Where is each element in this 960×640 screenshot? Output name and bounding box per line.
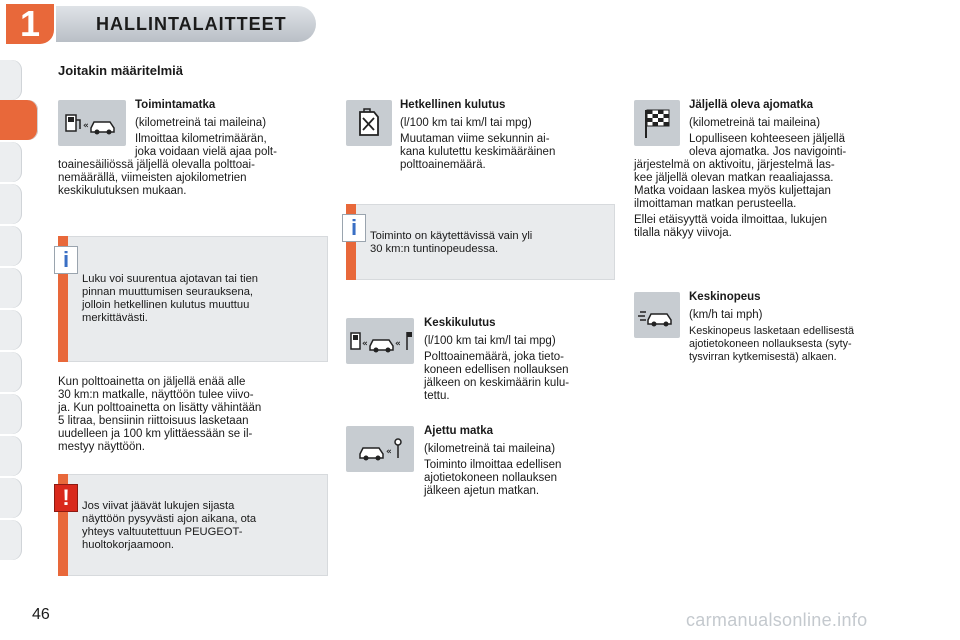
fuel-can-icon <box>346 100 392 146</box>
side-tab[interactable] <box>0 184 22 224</box>
car-speed-icon <box>634 292 680 338</box>
distance-line: Toiminto ilmoittaa edellisen <box>424 459 562 471</box>
info-note-line: Toiminto on käytettävissä vain yli <box>370 230 533 242</box>
speed-heading: Keskinopeus <box>689 291 761 303</box>
average-line: koneen edellisen nollauksen <box>424 364 569 376</box>
side-tab[interactable] <box>0 436 22 476</box>
info-note-line: 30 km:n tuntinopeudessa. <box>370 243 499 255</box>
average-line: tettu. <box>424 390 450 402</box>
instant-line: Muutaman viime sekunnin ai- <box>400 133 550 145</box>
warning-icon: ! <box>54 484 78 512</box>
fuel-car-flag-icon <box>346 318 414 364</box>
instant-line: polttoainemäärä. <box>400 159 486 171</box>
checkered-flag-icon <box>634 100 680 146</box>
info-note-line: jolloin hetkellinen kulutus muuttuu <box>82 299 250 311</box>
instant-line: kana kulutettu keskimääräinen <box>400 146 556 158</box>
info-note-line: merkittävästi. <box>82 312 148 324</box>
average-unit: (l/100 km tai km/l tai mpg) <box>424 335 556 347</box>
side-tab-active[interactable] <box>0 100 38 140</box>
info-icon: i <box>54 246 78 274</box>
trip-line: toainesäiliössä jäljellä olevalla polttoai- <box>58 159 255 171</box>
fuel-paragraph-line: 30 km:n matkalle, näyttöön tulee viivo- <box>58 389 254 401</box>
remaining-line: Lopulliseen kohteeseen jäljellä <box>689 133 846 145</box>
side-tab[interactable] <box>0 226 22 266</box>
info-note-line: Luku voi suurentua ajotavan tai tien <box>82 273 259 285</box>
average-line: Polttoainemäärä, joka tieto- <box>424 351 564 363</box>
fuel-paragraph-line: 5 litraa, bensiinin riittoisuus lasketaan <box>58 415 249 427</box>
fuel-paragraph-line: mestyy näyttöön. <box>58 441 145 453</box>
fuel-pump-car-icon <box>58 100 126 146</box>
remaining-line: järjestelmä on aktivoitu, järjestelmä las- <box>634 159 835 171</box>
speed-unit: (km/h tai mph) <box>689 309 763 321</box>
info-note-line: pinnan muuttumisen seurauksena, <box>82 286 254 298</box>
distance-line: ajotietokoneen nollauksen <box>424 472 557 484</box>
side-tab[interactable] <box>0 142 22 182</box>
remaining-line: Matka voidaan laskea myös kuljettajan <box>634 185 831 197</box>
instant-heading: Hetkellinen kulutus <box>400 99 506 111</box>
page-number: 46 <box>32 606 50 623</box>
trip-heading: Toimintamatka <box>135 99 216 111</box>
warning-note-line: näyttöön pysyvästi ajon aikana, ota <box>82 513 257 525</box>
side-tab[interactable] <box>0 268 22 308</box>
instant-unit: (l/100 km tai km/l tai mpg) <box>400 117 532 129</box>
fuel-paragraph-line: ja. Kun polttoainetta on lisätty vähintään <box>58 402 262 414</box>
trip-line: nemäärällä, viimeisten ajokilometrien <box>58 172 247 184</box>
trip-line: joka voidaan vielä ajaa polt- <box>135 146 277 158</box>
side-tab[interactable] <box>0 394 22 434</box>
side-tab[interactable] <box>0 60 22 100</box>
speed-line: Keskinopeus lasketaan edellisestä <box>689 325 855 337</box>
side-tab[interactable] <box>0 520 22 560</box>
chapter-number: 1 <box>6 4 54 44</box>
warning-note-line: huoltokorjaamoon. <box>82 539 175 551</box>
average-line: jälkeen on keskimäärin kulu- <box>424 377 570 389</box>
car-distance-icon <box>346 426 414 472</box>
side-tab[interactable] <box>0 478 22 518</box>
trip-unit: (kilometreinä tai maileina) <box>135 117 267 129</box>
fuel-paragraph-line: Kun polttoainetta on jäljellä enää alle <box>58 376 246 388</box>
trip-line: keskikulutuksen mukaan. <box>58 185 187 197</box>
chapter-title: HALLINTALAITTEET <box>96 14 287 34</box>
warning-note-line: yhteys valtuutettuun PEUGEOT- <box>82 526 243 538</box>
side-tab[interactable] <box>0 352 22 392</box>
remaining-line: ilmoittaman matkan perusteella. <box>634 198 797 210</box>
remaining-line: kee jäljellä olevan matkan reaaliajassa. <box>634 172 834 184</box>
fuel-paragraph-line: uudelleen ja 100 km ylittäessään se il- <box>58 428 253 440</box>
speed-line: ajotietokoneen nollauksesta (syty- <box>689 338 852 350</box>
info-icon: i <box>342 214 366 242</box>
svg-text:«: « <box>83 121 89 131</box>
trip-line: Ilmoittaa kilometrimäärän, <box>135 133 267 145</box>
remaining-heading: Jäljellä oleva ajomatka <box>689 99 814 111</box>
speed-line: tysvirran kytkemisestä) alkaen. <box>689 351 837 363</box>
distance-heading: Ajettu matka <box>424 425 494 437</box>
remaining-line: tilalla näkyy viivoja. <box>634 227 732 239</box>
average-heading: Keskikulutus <box>424 317 496 329</box>
side-tab[interactable] <box>0 310 22 350</box>
remaining-unit: (kilometreinä tai maileina) <box>689 117 821 129</box>
svg-text:«: « <box>395 339 401 349</box>
distance-line: jälkeen ajetun matkan. <box>424 485 540 497</box>
distance-unit: (kilometreinä tai maileina) <box>424 443 556 455</box>
remaining-line: oleva ajomatka. Jos navigointi- <box>689 146 847 158</box>
warning-note-line: Jos viivat jäävät lukujen sijasta <box>82 500 235 512</box>
watermark: carmanualsonline.info <box>686 610 868 630</box>
remaining-line: Ellei etäisyyttä voida ilmoittaa, lukujen <box>634 214 828 226</box>
svg-text:«: « <box>386 447 392 457</box>
svg-text:«: « <box>362 339 368 349</box>
section-title: Joitakin määritelmiä <box>58 63 183 78</box>
